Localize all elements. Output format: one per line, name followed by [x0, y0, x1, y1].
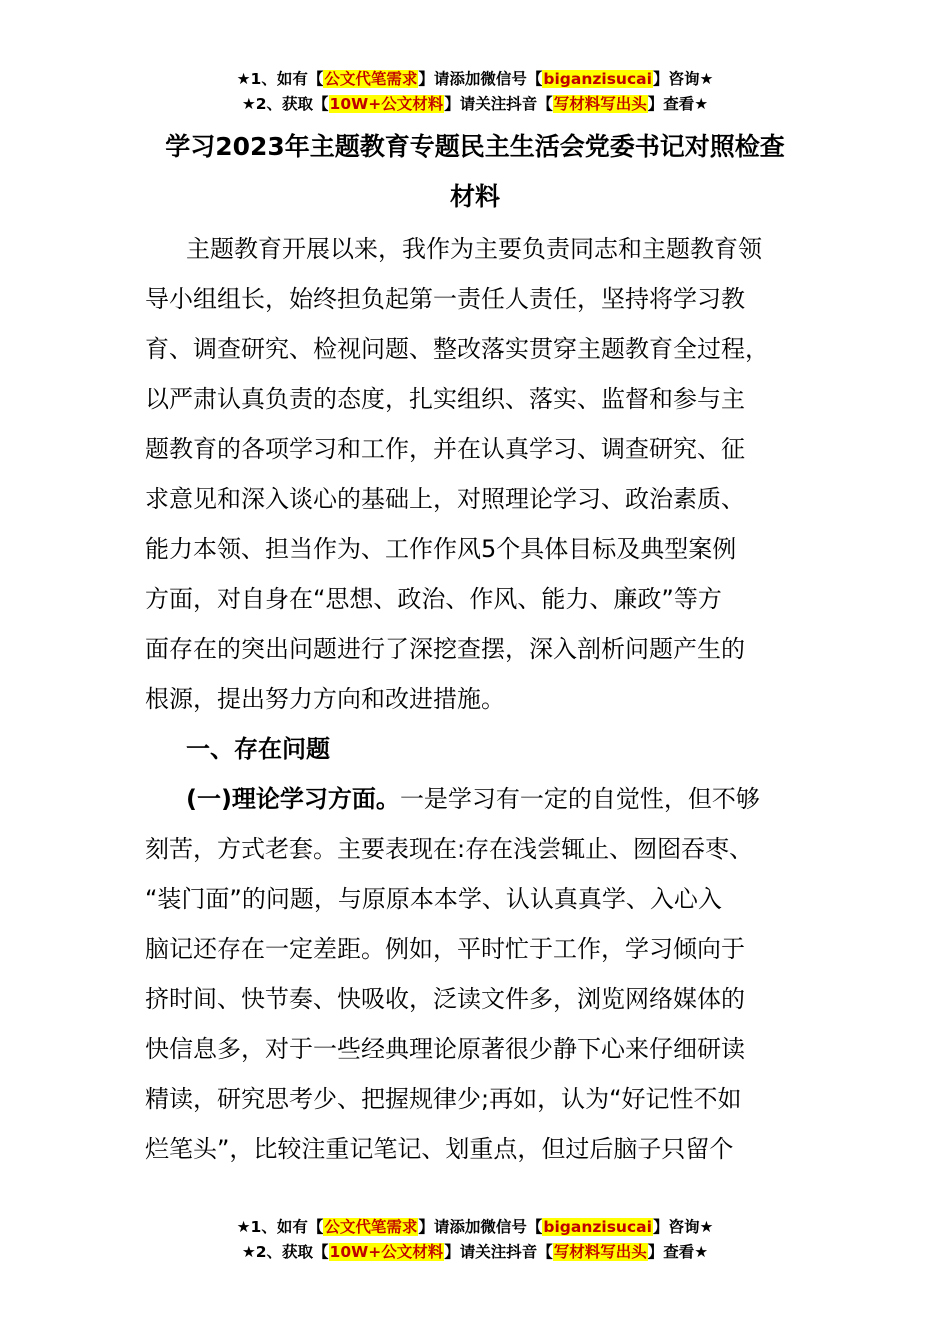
promo-line-2 — [0, 1240, 950, 1265]
promo-highlight: biganzisucai — [543, 70, 652, 88]
text-line: 刻苦，方式老套。主要表现在:存在浅尝辄止、囫囵吞枣、 — [145, 835, 754, 863]
promo-highlight: 10W+公文材料 — [329, 95, 444, 113]
promo-text: ★1、如有【 — [236, 70, 324, 88]
promo-text: 】请关注抖音【 — [444, 1243, 553, 1261]
footer-promo-banner — [0, 1215, 950, 1265]
text-line: 方面，对自身在“思想、政治、作风、能力、廉政”等方 — [145, 585, 722, 613]
text-line: 脑记还存在一定差距。例如，平时忙于工作，学习倾向于 — [145, 935, 745, 963]
text-line: 面存在的突出问题进行了深挖查摆，深入剖析问题产生的 — [145, 635, 745, 663]
text-line: 导小组组长，始终担负起第一责任人责任，坚持将学习教 — [145, 285, 745, 313]
promo-text: 】请添加微信号【 — [418, 70, 543, 88]
promo-text: 】请关注抖音【 — [444, 95, 553, 113]
text-line: 求意见和深入谈心的基础上，对照理论学习、政治素质、 — [145, 485, 745, 513]
text-line: 烂笔头”，比较注重记笔记、划重点，但过后脑子只留个 — [145, 1135, 734, 1163]
text-line: 快信息多，对于一些经典理论原著很少静下心来仔细研读 — [145, 1035, 745, 1063]
text-line: 挤时间、快节奏、快吸收，泛读文件多，浏览网络媒体的 — [145, 985, 745, 1013]
promo-highlight: biganzisucai — [543, 1218, 652, 1236]
promo-highlight: 10W+公文材料 — [329, 1243, 444, 1261]
paragraph-lead: (一)理论学习方面。 — [186, 785, 400, 813]
theory-study-paragraph — [145, 774, 805, 1174]
promo-line-1 — [0, 67, 950, 92]
title-line: 学习2023年主题教育专题民主生活会党委书记对照检查 — [165, 132, 785, 161]
text-line: 主题教育开展以来，我作为主要负责同志和主题教育领 — [186, 235, 762, 263]
intro-paragraph — [145, 224, 805, 724]
document-body — [145, 224, 805, 1174]
text-line: 题教育的各项学习和工作，并在认真学习、调查研究、征 — [145, 435, 745, 463]
promo-text: 】咨询★ — [652, 1218, 714, 1236]
section-heading: 一、存在问题 — [186, 735, 330, 763]
header-promo-banner — [0, 67, 950, 117]
title-line: 材料 — [449, 182, 500, 211]
text-line: “装门面”的问题，与原原本本学、认认真真学、入心入 — [145, 885, 722, 913]
text-line: 根源，提出努力方向和改进措施。 — [145, 685, 505, 713]
promo-text: 】查看★ — [647, 95, 709, 113]
promo-text: ★1、如有【 — [236, 1218, 324, 1236]
promo-text: 】请添加微信号【 — [418, 1218, 543, 1236]
promo-text: 】咨询★ — [652, 70, 714, 88]
text-line: 能力本领、担当作为、工作作风5个具体目标及典型案例 — [145, 535, 737, 563]
promo-highlight: 公文代笔需求 — [324, 70, 418, 88]
promo-highlight: 写材料写出头 — [553, 1243, 647, 1261]
text-line: 育、调查研究、检视问题、整改落实贯穿主题教育全过程， — [145, 335, 769, 363]
promo-highlight: 写材料写出头 — [553, 95, 647, 113]
promo-text: 】查看★ — [647, 1243, 709, 1261]
text-line: 一是学习有一定的自觉性，但不够 — [399, 785, 760, 813]
text-line: 精读，研究思考少、把握规律少;再如，认为“好记性不如 — [145, 1085, 742, 1113]
promo-text: ★2、获取【 — [241, 1243, 329, 1261]
promo-highlight: 公文代笔需求 — [324, 1218, 418, 1236]
document-title — [145, 122, 805, 222]
promo-line-2 — [0, 92, 950, 117]
promo-text: ★2、获取【 — [241, 95, 329, 113]
promo-line-1 — [0, 1215, 950, 1240]
text-line: 以严肃认真负责的态度，扎实组织、落实、监督和参与主 — [145, 385, 745, 413]
